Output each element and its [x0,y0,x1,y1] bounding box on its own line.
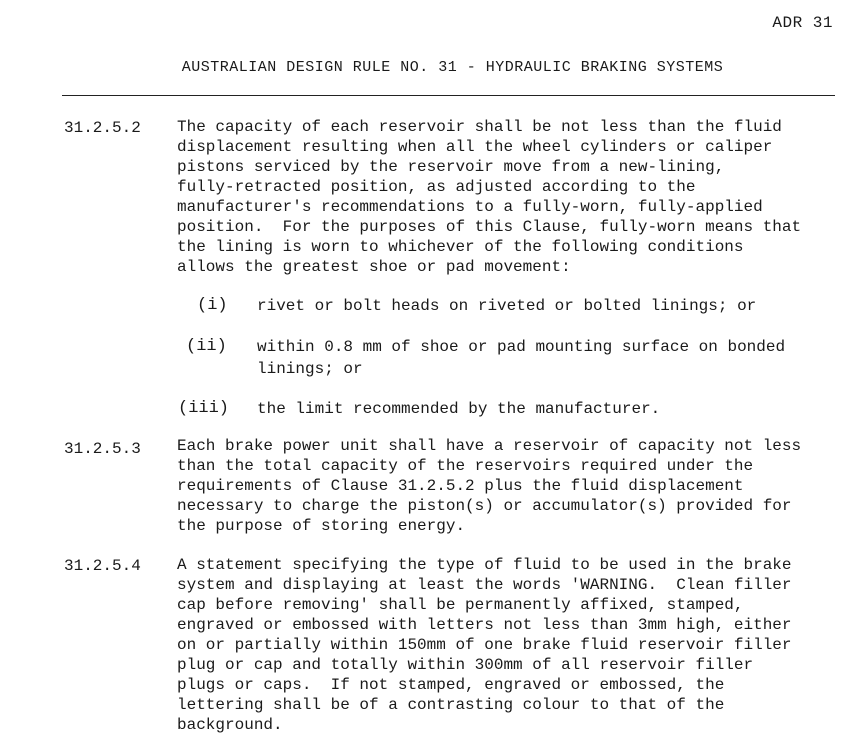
list-item-text: the limit recommended by the manufacturer. [257,400,661,418]
clause-text: Each brake power unit shall have a reservoir of capacity not less than the total capacity of the reservoirs required under the requirements of Clause 31.2.5.2 plus the fluid displacement necessary to charge the piston(s) or accumulator(s) provided for the purpose of storing energy. [177,437,802,535]
document-title: AUSTRALIAN DESIGN RULE NO. 31 - HYDRAULIC BRAKING SYSTEMS [181,59,724,76]
clause-text: The capacity of each reservoir shall be not less than the fluid displacement resulting when all the wheel cylinders or caliper pistons serviced by the reservoir move from a new-lining, fully-retracted position, as adjusted according to the manufacturer's recommendations to a fully-worn, fully-applied position. For the purposes of this Clause, fully-worn means that the lining is worn to whichever of the following conditions allows the greatest shoe or pad movement: [177,118,802,276]
list-item-label: (iii) [178,399,230,418]
document-code: ADR 31 [772,14,833,32]
list-item-text: rivet or bolt heads on riveted or bolted linings; or [257,297,757,315]
list-item-label: (ii) [186,337,227,356]
list-item-text: within 0.8 mm of shoe or pad mounting surface on bonded linings; or [257,338,786,378]
title-divider [62,95,835,96]
clause-number: 31.2.5.3 [64,440,141,458]
clause-text: A statement specifying the type of fluid to be used in the brake system and displaying at least the words 'WARNING. Clean filler cap before removing' shall be permanently affixed, stamped, engraved or embossed with letters not less than 3mm high, either on or partially within 150mm of one brake fluid reservoir filler plug or cap and totally within 300mm of all reservoir filler plugs or caps. If not stamped, engraved or embossed, the lettering shall be of a contrasting colour to that of the background. [177,556,792,734]
clause-number: 31.2.5.4 [64,557,141,575]
list-item-label: (i) [197,296,228,315]
clause-number: 31.2.5.2 [64,119,141,137]
